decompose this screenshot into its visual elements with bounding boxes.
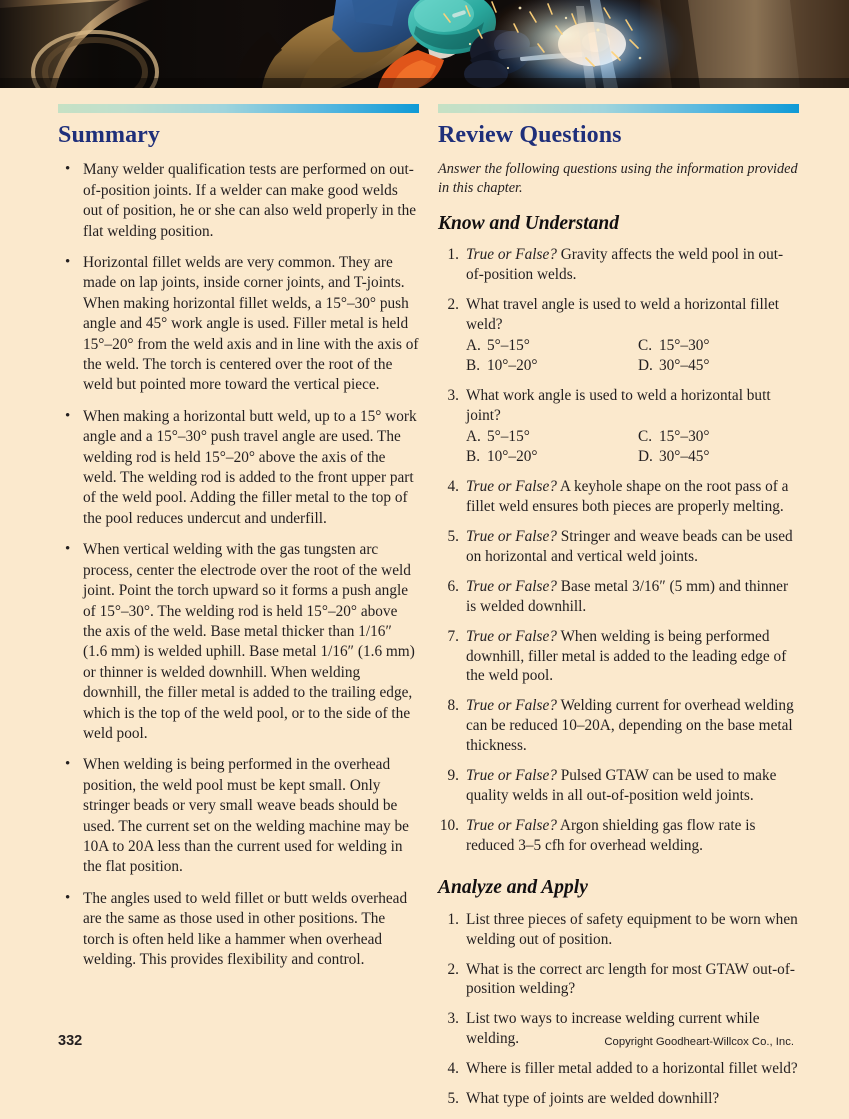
question-text: Base metal 3/16″ (5 mm) and thinner is welded downhill. [466, 577, 789, 615]
chapter-banner-image [0, 0, 849, 88]
answer-choice[interactable] [466, 427, 638, 447]
question-item [438, 696, 799, 756]
question-text: When welding is being performed downhill, filler metal is added to the leading edge of the weld pool. [466, 627, 787, 685]
review-instructions: Answer the following questions using the information provided in this chapter. [438, 161, 798, 196]
question-number: 6. [447, 577, 459, 595]
question-number: 5. [447, 1089, 459, 1107]
summary-bullet-item: • When vertical welding with the gas tungsten arc process, center the electrode over the root of the weld joint. Point the torch upward so it forms a push angle of 15°–30°. The welding rod is held 15°–20° above the axis of the weld. Base metal thicker than 1/16″ (1.6 mm) is welded uphill. Base metal 1/16″ (1.6 mm) or thinner is welded downhill. When welding downhill, the filler metal is added to the trailing edge, which is the top of the weld pool, or to the side of the weld pool. [58, 540, 419, 744]
question-number: 1. [447, 246, 459, 264]
question-number: 4. [447, 478, 459, 496]
question-text: List two ways to increase welding current while welding. [466, 1010, 760, 1048]
answer-choice[interactable] [638, 447, 709, 467]
question-number: 10. [439, 816, 459, 834]
section-rule-gradient-left [58, 104, 419, 113]
answer-choice-label: D. [638, 448, 653, 466]
answer-choice[interactable] [466, 356, 638, 376]
question-item [438, 1089, 799, 1109]
question-number: 8. [447, 697, 459, 715]
welder-photo-illustration [0, 0, 849, 88]
question-text: Stringer and weave beads can be used on horizontal and vertical weld joints. [466, 528, 793, 566]
summary-bullet-item: • The angles used to weld fillet or butt welds overhead are the same as those used in other positions. The torch is often held like a hammer when overhead welding. This provides flexibility and control. [58, 889, 419, 971]
question-item [438, 386, 799, 467]
answer-choices [466, 336, 799, 376]
answer-choice-label: A. [466, 336, 481, 354]
question-number: 2. [447, 296, 459, 314]
answer-choice-label: C. [638, 336, 653, 354]
review-questions-column [438, 104, 799, 1119]
answer-choice-row [466, 356, 799, 376]
true-or-false-prefix: True or False? [466, 816, 557, 834]
question-item [438, 960, 799, 1000]
question-item [438, 910, 799, 950]
answer-choice-value: 30°–45° [659, 357, 710, 375]
page-content [0, 88, 849, 1107]
answer-choice-value: 30°–45° [659, 448, 710, 466]
question-number: 2. [447, 960, 459, 978]
summary-bullet-item: • Horizontal fillet welds are very common. They are made on lap joints, inside corner joints, and T-joints. When making horizontal fillet welds, a 15°–30° push angle and 45° work angle is used. Filler metal is held 15°–20° from the weld axis and in line with the axis of the weld. The torch is centered over the root of the weld but pointed more toward the vertical piece. [58, 253, 419, 396]
question-number: 1. [447, 910, 459, 928]
question-item [438, 577, 799, 617]
answer-choice-label: A. [466, 428, 481, 446]
answer-choice-value: 15°–30° [659, 336, 710, 354]
answer-choice[interactable] [466, 447, 638, 467]
answer-choice-row [466, 447, 799, 467]
answer-choice-label: C. [638, 428, 653, 446]
question-text: A keyhole shape on the root pass of a fillet weld ensures both pieces are properly melting. [466, 478, 789, 516]
summary-bullet-item: • When making a horizontal butt weld, up to a 15° work angle and a 15°–30° push travel angle are used. The welding rod is held 15°–20° above the axis of the weld. The welding rod is added to the front upper part of the weld pool. Adding the filler metal to the top of the pool reduces undercut and underfill. [58, 407, 419, 529]
summary-bullet-item: • Many welder qualification tests are performed on out-of-position joints. If a welder can make good welds out of position, he or she can also weld properly in the flat welding position. [58, 160, 419, 242]
analyze-and-apply-heading: Analyze and Apply [438, 877, 588, 899]
answer-choice[interactable] [638, 427, 709, 447]
true-or-false-prefix: True or False? [466, 627, 557, 645]
answer-choice-value: 10°–20° [487, 448, 538, 466]
true-or-false-prefix: True or False? [466, 246, 557, 264]
true-or-false-prefix: True or False? [466, 478, 557, 496]
answer-choice-value: 15°–30° [659, 428, 710, 446]
copyright-notice: Copyright Goodheart-Willcox Co., Inc. [604, 1036, 794, 1048]
question-text: Gravity affects the weld pool in out-of-position welds. [466, 246, 784, 284]
question-number: 4. [447, 1060, 459, 1078]
question-text: What work angle is used to weld a horizontal butt joint? [466, 387, 771, 425]
page-number: 332 [58, 1033, 83, 1049]
analyze-and-apply-list [438, 910, 799, 1109]
true-or-false-prefix: True or False? [466, 697, 557, 715]
know-and-understand-heading: Know and Understand [438, 212, 619, 234]
question-item [438, 477, 799, 517]
question-item [438, 295, 799, 376]
know-and-understand-list [438, 245, 799, 855]
answer-choice-label: B. [466, 357, 481, 375]
answer-choice-value: 5°–15° [487, 336, 530, 354]
answer-choice-label: D. [638, 357, 653, 375]
question-item [438, 527, 799, 567]
question-text: What travel angle is used to weld a horizontal fillet weld? [466, 296, 780, 334]
question-item [438, 627, 799, 687]
answer-choice[interactable] [638, 336, 709, 356]
question-text: Where is filler metal added to a horizontal fillet weld? [466, 1060, 798, 1078]
answer-choice-label: B. [466, 448, 481, 466]
answer-choices [466, 427, 799, 467]
summary-bullet-item: • When welding is being performed in the overhead position, the weld pool must be kept small. Only stringer beads or very small weave beads should be used. The current set on the welding machine may be 10A to 20A less than the current used for welding in the flat position. [58, 755, 419, 877]
true-or-false-prefix: True or False? [466, 577, 557, 595]
section-rule-gradient-right [438, 104, 799, 113]
question-text: What is the correct arc length for most GTAW out-of-position welding? [466, 960, 796, 998]
answer-choice-value: 5°–15° [487, 428, 530, 446]
question-item [438, 816, 799, 856]
answer-choice[interactable] [638, 356, 709, 376]
page-footer [0, 1025, 849, 1065]
true-or-false-prefix: True or False? [466, 766, 557, 784]
true-or-false-prefix: True or False? [466, 528, 557, 546]
question-text: Argon shielding gas flow rate is reduced 3–5 cfh for overhead welding. [466, 816, 756, 854]
question-number: 9. [447, 766, 459, 784]
question-text: What type of joints are welded downhill? [466, 1089, 720, 1107]
summary-bullet-list [58, 160, 419, 970]
question-number: 7. [447, 627, 459, 645]
review-questions-heading: Review Questions [438, 122, 622, 148]
question-text: Welding current for overhead welding can be reduced 10–20A, depending on the base metal thickness. [466, 697, 794, 755]
answer-choice-value: 10°–20° [487, 357, 538, 375]
question-number: 5. [447, 528, 459, 546]
question-text: List three pieces of safety equipment to be worn when welding out of position. [466, 910, 798, 948]
question-number: 3. [447, 387, 459, 405]
question-text: Pulsed GTAW can be used to make quality welds in all out-of-position weld joints. [466, 766, 777, 804]
question-item [438, 245, 799, 285]
answer-choice[interactable] [466, 336, 638, 356]
answer-choice-row [466, 336, 799, 356]
answer-choice-row [466, 427, 799, 447]
summary-heading: Summary [58, 122, 161, 148]
question-item [438, 766, 799, 806]
question-number: 3. [447, 1010, 459, 1028]
summary-column [58, 104, 419, 981]
